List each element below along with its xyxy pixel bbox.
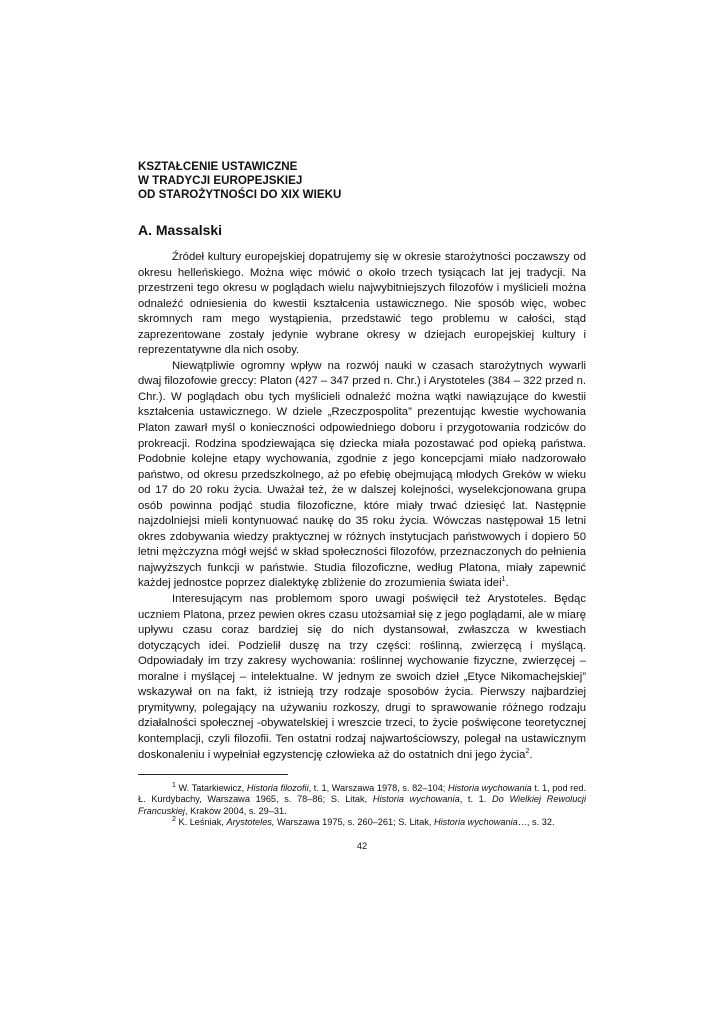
body-text [138, 250, 586, 763]
paragraph-2: Niewątpliwie ogromny wpływ na rozwój nauki w czasach starożytnych wywarli dwaj filozofowie greccy: Platon (427 – 347 przed n. Chr.) i Arystoteles (384 – 322 przed n. Chr.). W poglądach obu tych myślicieli odnaleźć można wątki nawiązujące do kwestii kształcenia ustawicznego. W dziele „Rzeczpospolita” prezentując kwestie wychowania Platon zawarł myśl o konieczności odpowiedniego doboru i przygotowania rodziców do prokreacji. Rodzina spodziewająca się dziecka miała pozostawać pod opieką państwa. Podobnie kolejne etapy wychowania, zgodnie z jego koncepcjami miało nadzorowało państwo, od okresu przedszkolnego, aż po efebię obejmującą młodych Greków w wieku od 17 do 20 roku życia. Uważał też, że w dalszej kolejności, wyselekcjonowana grupa osób powinna podjąć studia filozoficzne, które miały trwać dziesięć lat. Następnie najzdolniejsi mieli kontynuować naukę do 35 roku życia. Wówczas następował 15 letni okres zdobywania wiedzy praktycznej w różnych instytucjach państwowych i dopiero 50 letni mężczyzna mógł wejść w skład społeczności filozofów, przeznaczonych do pełnienia najwyższych funkcji w państwie. Studia filozoficzne, według Platona, miały zapewnić każdej jednostce poprzez dialektykę zbliżenie do zrozumienia świata idei$^1$. [138, 359, 586, 590]
footnote-marker: 1 [172, 781, 176, 789]
footnote-separator [138, 774, 288, 775]
author-name: A. Massalski [138, 222, 223, 238]
document-page [138, 160, 586, 829]
page-number: 42 [356, 841, 368, 851]
footnote-marker: 2 [172, 816, 176, 824]
title-line-2: W TRADYCJI EUROPEJSKIEJ [138, 174, 303, 187]
paragraph-3: Interesującym nas problemom sporo uwagi poświęcił też Arystoteles. Będąc uczniem Platona, przez pewien okres czasu utożsamiał się z jego poglądami, ale w miarę upływu czasu coraz bardziej się do nich dystansował, zwłaszcza w kwestiach dotyczących idei. Podzielił duszę na trzy części: roślinną, zwierzęcą i myślącą. Odpowiadały im trzy zakresy wychowania: roślinnej wychowanie fizyczne, zwierzęcej – moralne i myślącej – intelektualne. W jednym ze swoich dzieł „Etyce Nikomachejskiej” wskazywał on na fakt, iż istnieją trzy rodzaje sposobów życia. Pierwszy najbardziej prymitywny, polegający na używaniu rozkoszy, drugi to sprawowanie różnego rodzaju działalności społecznej -obywatelskiej i wreszcie trzeci, to życie poświęcone teoretycznej kontemplacji, czyli filozofii. Ten ostatni rodzaj najwartościowszy, polegał na ustawicznym doskonaleniu i wypełniał egzystencję człowieka aż do ostatnich dni jego życia$^2$. [138, 593, 586, 761]
footnote-1: $^1$ W. Tatarkiewicz, Historia filozofii, t. 1, Warszawa 1978, s. 82–104; Historia wychowania t. 1, pod red. Ł. Kurdybachy, Warszawa 1965, s. 78–86; S. Litak, Historia wychowania, t. 1. Do Wielkiej Rewolucji Francuskiej, Kraków 2004, s. 29–31. [138, 781, 587, 816]
paragraph-1: Źródeł kultury europejskiej dopatrujemy się w okresie starożytności poczawszy od okresu helleńskiego. Można więc mówić o około trzech tysiącach lat jej tradycji. Na przestrzeni tego okresu w poglądach wielu najwybitniejszych filozofów i myślicieli można odnaleźć odniesienia do kwestii kształcenia ustawicznego. Nie sposób więc, wobec skromnych ram mego wystąpienia, przedstawić tego problemu w całości, stąd zaprezentowane zostały jedynie wybrane okresy w dziejach europejskiej kultury i reprezentatywne dla nich osoby. [138, 251, 586, 357]
paper-title [138, 160, 586, 202]
footnote-2: $^2$ K. Leśniak, Arystoteles, Warszawa 1975, s. 260–261; S. Litak, Historia wychowania…, s. 32. [172, 816, 555, 828]
italic-text: Historia filozofii [246, 783, 309, 794]
italic-text: Do Wielkiej Rewolucji Francuskiej [138, 794, 586, 816]
italic-text: Historia wychowania [372, 794, 460, 805]
italic-text: Historia wychowania [447, 783, 532, 794]
footnotes [138, 783, 586, 829]
italic-text: Historia wychowania [433, 817, 518, 828]
italic-text: Arystoteles, [226, 817, 275, 828]
footnote-marker: 2 [525, 747, 530, 755]
footnote-marker: 1 [501, 576, 506, 584]
title-line-1: KSZTAŁCENIE USTAWICZNE [138, 160, 298, 173]
title-line-3: OD STAROŻYTNOŚCI DO XIX WIEKU [138, 188, 342, 201]
